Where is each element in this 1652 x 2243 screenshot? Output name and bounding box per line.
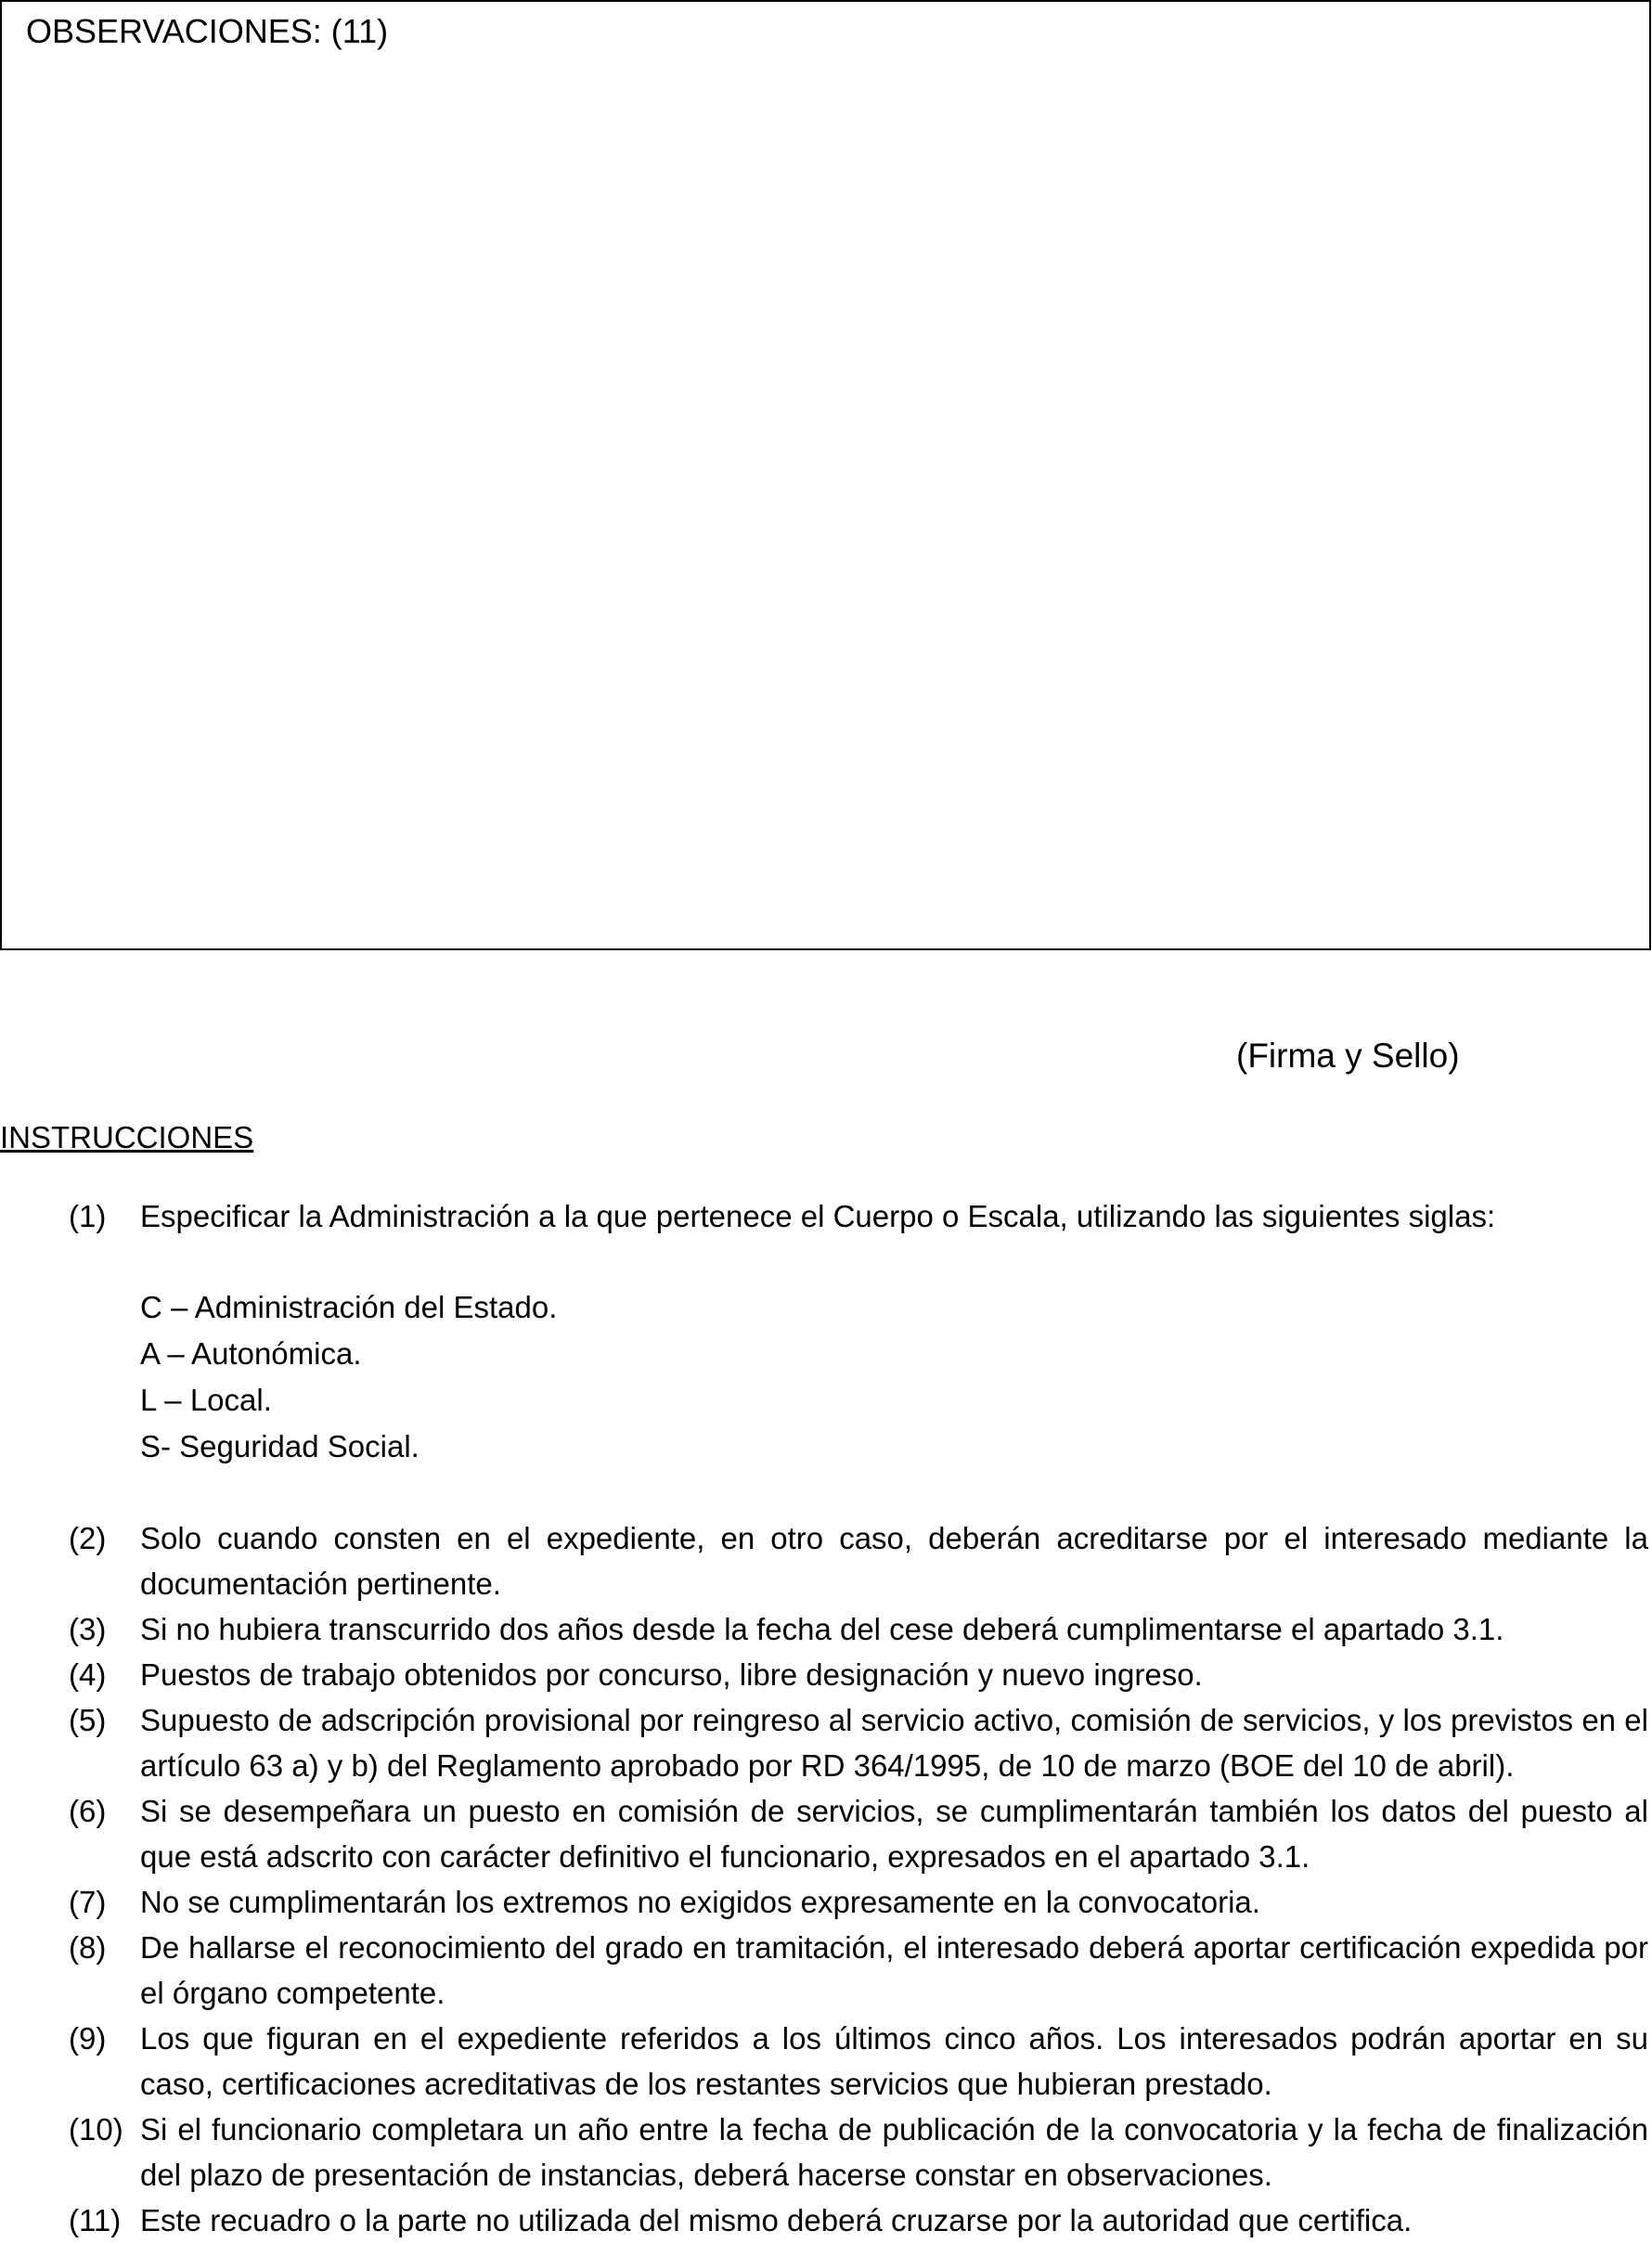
note-text: Si se desempeñara un puesto en comisión de servicios, se cumplimentarán también los datos del puesto al que está adscrito con carácter definitivo el funcionario, expresados en el apartado 3.1. (140, 1794, 1648, 1874)
note-text: Los que figuran en el expediente referidos a los últimos cinco años. Los interesados podrán aportar en su caso, certificaciones acreditativas de los restantes servicios que hubieran prestado. (140, 2021, 1648, 2101)
note-text: Si no hubiera transcurrido dos años desde la fecha del cese deberá cumplimentarse el apartado 3.1. (140, 1612, 1504, 1646)
note-text: Solo cuando consten en el expediente, en otro caso, deberán acreditarse por el interesado mediante la documentación pertinente. (140, 1521, 1648, 1601)
instruction-note-8 (0, 1925, 1648, 2016)
note-number: (2) (69, 1521, 107, 1555)
instruction-note-4 (0, 1652, 1648, 1697)
firma-y-sello-label: (Firma y Sello) (1236, 1037, 1460, 1075)
instruction-note-11 (0, 2198, 1648, 2243)
sigla-item: A – Autonómica. (140, 1336, 362, 1371)
note-text: Si el funcionario completara un año entre la fecha de publicación de la convocatoria y la fecha de finalización del plazo de presentación de instancias, deberá hacerse constar en observaciones. (140, 2112, 1648, 2192)
instruction-note-3 (0, 1606, 1648, 1652)
note-number: (9) (69, 2021, 107, 2056)
instruction-note-10 (0, 2107, 1648, 2198)
note-number: (8) (69, 1930, 107, 1965)
siglas-list (140, 1284, 557, 1470)
instruction-note-7 (0, 1879, 1648, 1925)
note-text: De hallarse el reconocimiento del grado en tramitación, el interesado deberá aportar certificación expedida por el órgano competente. (140, 1930, 1648, 2010)
note-text: Este recuadro o la parte no utilizada del mismo deberá cruzarse por la autoridad que certifica. (140, 2203, 1413, 2237)
instruction-note-5 (0, 1697, 1648, 1788)
observaciones-box (0, 0, 1651, 950)
sigla-item: L – Local. (140, 1383, 272, 1417)
note-text: Especificar la Administración a la que pertenece el Cuerpo o Escala, utilizando las siguientes siglas: (140, 1199, 1496, 1233)
note-number: (5) (69, 1703, 107, 1737)
instrucciones-heading: INSTRUCCIONES (0, 1120, 254, 1154)
observaciones-label: OBSERVACIONES: (11) (26, 12, 389, 50)
note-text: No se cumplimentarán los extremos no exigidos expresamente en la convocatoria. (140, 1885, 1260, 1919)
note-number: (11) (69, 2203, 122, 2237)
instruction-note-9 (0, 2016, 1648, 2107)
note-number: (7) (69, 1885, 107, 1919)
instruction-note-6 (0, 1788, 1648, 1879)
note-number: (4) (69, 1657, 107, 1692)
note-number: (3) (69, 1612, 107, 1646)
sigla-item: C – Administración del Estado. (140, 1290, 558, 1324)
instruction-note-2 (0, 1515, 1648, 1606)
note-text: Supuesto de adscripción provisional por reingreso al servicio activo, comisión de servicios, y los previstos en el artículo 63 a) y b) del Reglamento aprobado por RD 364/1995, de 10 de marzo (BOE del 10 de abril). (140, 1703, 1648, 1783)
sigla-item: S- Seguridad Social. (140, 1429, 419, 1463)
note-text: Puestos de trabajo obtenidos por concurso, libre designación y nuevo ingreso. (140, 1657, 1203, 1692)
note-number: (1) (69, 1199, 107, 1233)
note-number: (10) (69, 2112, 123, 2146)
note-number: (6) (69, 1794, 107, 1828)
instruction-note-1 (0, 1193, 1648, 1239)
